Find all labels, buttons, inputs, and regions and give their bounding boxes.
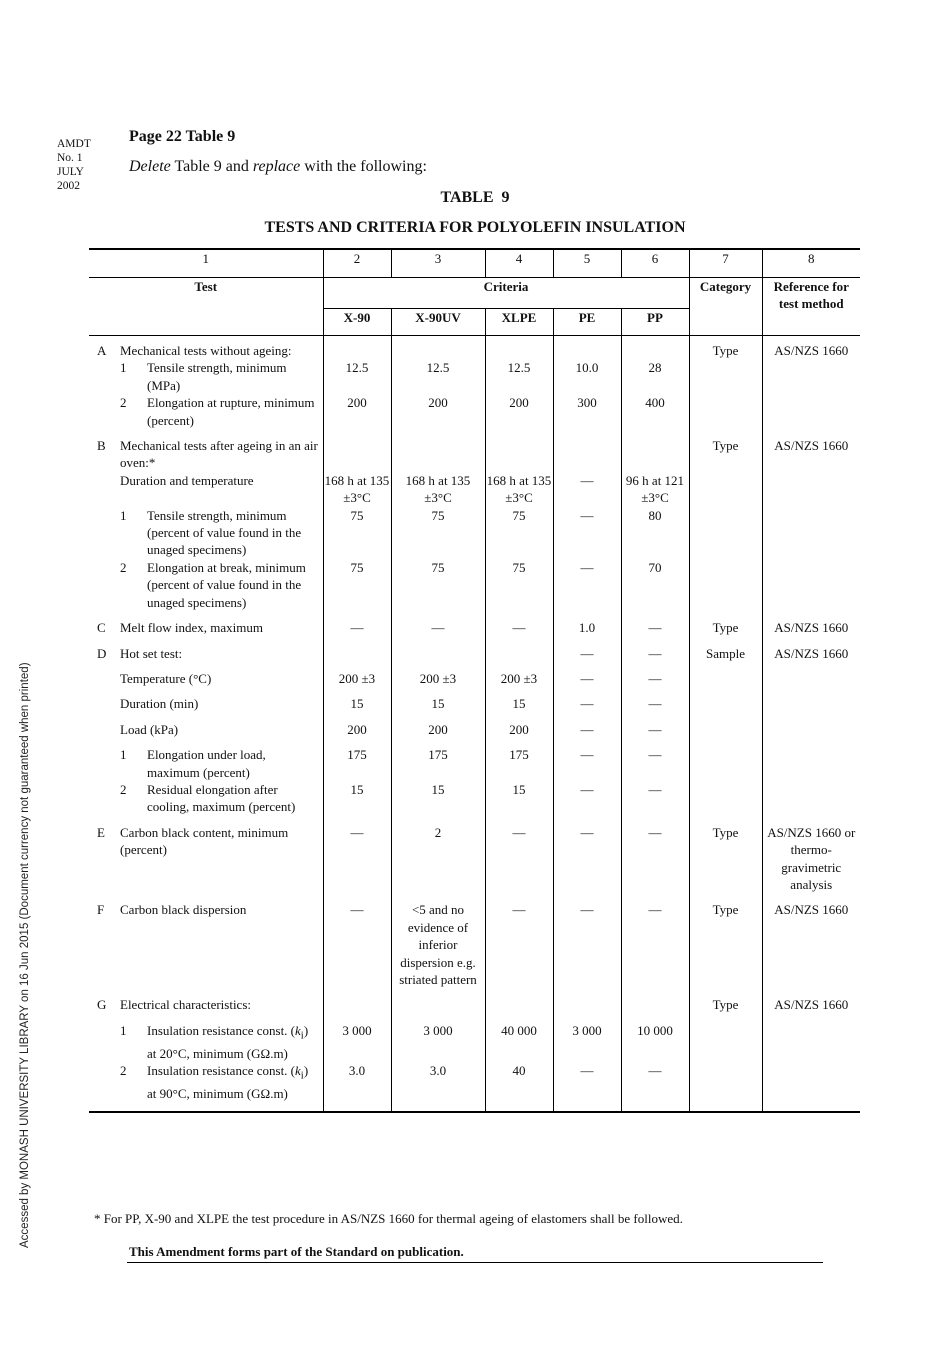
test-name: Melt flow index, maximum	[120, 620, 263, 636]
test-name: Load (kPa)	[120, 721, 179, 737]
value-cell: —	[621, 901, 689, 988]
value-cell: 3.0	[391, 1062, 485, 1102]
value-cell: —	[323, 619, 391, 636]
reference-header: Reference for test method	[762, 278, 860, 336]
instruction-part: with the following:	[300, 158, 427, 175]
table-row	[89, 746, 860, 781]
amendment-statement: This Amendment forms part of the Standard on publication.	[129, 1244, 464, 1259]
value-cell: 75	[485, 559, 553, 611]
criteria-header: Criteria	[323, 278, 689, 309]
reference-cell: AS/NZS 1660	[762, 336, 860, 360]
category-cell: Type	[689, 437, 762, 472]
value-cell: —	[485, 901, 553, 988]
value-cell: —	[553, 901, 621, 988]
table-row	[89, 781, 860, 816]
table-row	[89, 996, 860, 1013]
value-cell: 168 h at 135 ±3°C	[324, 472, 390, 506]
col-number: 7	[689, 249, 762, 278]
value-cell: 200 ±3	[323, 670, 391, 687]
value-cell: —	[485, 619, 553, 636]
table-row	[89, 394, 860, 429]
value-cell: —	[621, 645, 689, 662]
value-cell: 70	[621, 559, 689, 611]
test-name: Mechanical tests without ageing:	[120, 343, 292, 358]
item-number: 1	[120, 747, 127, 763]
material-header: PP	[621, 309, 689, 336]
value-cell: 12.5	[485, 359, 553, 394]
value-cell: 12.5	[323, 359, 391, 394]
value-cell: 75	[485, 507, 553, 559]
material-header: XLPE	[485, 309, 553, 336]
instruction-replace-word: replace	[252, 158, 301, 175]
col-number: 4	[485, 249, 553, 278]
value-cell: 75	[323, 559, 391, 611]
value-cell: —	[553, 559, 621, 611]
value-cell: —	[553, 1062, 621, 1102]
value-cell: 200	[391, 721, 485, 738]
value-cell: 200	[323, 721, 391, 738]
test-name: Tensile strength, minimum (MPa)	[147, 360, 287, 393]
category-cell: Type	[689, 901, 762, 988]
value-cell: 200	[391, 394, 485, 429]
reference-cell: AS/NZS 1660 or thermo-gravimetric analysis	[762, 824, 860, 894]
value-cell: 200 ±3	[485, 670, 553, 687]
table-row	[89, 619, 860, 636]
value-cell: 200	[485, 394, 553, 429]
symbol-k: k	[295, 1022, 301, 1038]
value-cell: 15	[323, 781, 391, 816]
value-cell: 15	[391, 695, 485, 712]
col-number: 5	[553, 249, 621, 278]
value-cell: 200	[323, 394, 391, 429]
test-name: Duration and temperature	[120, 472, 254, 488]
column-number-row	[89, 249, 860, 278]
value-cell: 1.0	[553, 619, 621, 636]
test-name: Elongation under load, maximum (percent)	[147, 747, 266, 780]
table-row	[89, 645, 860, 662]
value-cell: —	[621, 781, 689, 816]
value-cell: 28	[621, 359, 689, 394]
col-number: 2	[323, 249, 391, 278]
amendment-margin-note	[57, 137, 91, 193]
value-cell: —	[621, 746, 689, 781]
category-cell: Type	[689, 619, 762, 636]
value-cell: 15	[485, 781, 553, 816]
test-name: Mechanical tests after ageing in an air oven:*	[120, 438, 318, 471]
test-name: Elongation at rupture, minimum (percent)	[147, 395, 315, 428]
category-cell: Type	[689, 996, 762, 1013]
row-letter: G	[97, 997, 107, 1013]
table-row	[89, 721, 860, 738]
value-cell: 75	[391, 507, 485, 559]
test-name-part: ) at 20°C, minimum (GΩ.m)	[147, 1022, 309, 1061]
symbol-subscript: i	[300, 1029, 304, 1042]
col-number: 3	[391, 249, 485, 278]
item-number: 1	[120, 1022, 127, 1038]
item-number: 2	[120, 781, 127, 797]
value-cell: —	[553, 695, 621, 712]
instruction-delete-word: Delete	[129, 158, 171, 175]
table-label-word: TABLE	[440, 189, 494, 206]
value-cell: 168 h at 135 ±3°C	[486, 472, 552, 506]
value-cell: 200 ±3	[391, 670, 485, 687]
item-number: 1	[120, 507, 127, 523]
value-cell: 15	[391, 781, 485, 816]
amdt-line: JULY	[57, 166, 84, 178]
criteria-table	[89, 248, 860, 1113]
table-row	[89, 359, 860, 394]
item-number: 2	[120, 559, 127, 575]
symbol-subscript: i	[300, 1069, 304, 1082]
test-name: Elongation at break, minimum (percent of value found in the unaged specimens)	[147, 559, 306, 610]
test-name	[147, 1062, 323, 1102]
value-cell: —	[621, 1062, 689, 1102]
value-cell: 12.5	[391, 359, 485, 394]
row-letter: D	[97, 645, 107, 661]
reference-cell: AS/NZS 1660	[762, 996, 860, 1013]
value-cell: —	[553, 746, 621, 781]
page-reference-heading: Page 22 Table 9	[129, 128, 236, 145]
value-cell: 200	[485, 721, 553, 738]
test-header: Test	[89, 278, 323, 336]
table-row	[89, 670, 860, 687]
test-name: Tensile strength, minimum (percent of value found in the unaged specimens)	[147, 507, 302, 558]
category-cell: Sample	[689, 645, 762, 662]
value-cell: 96 h at 121 ±3°C	[621, 472, 689, 507]
reference-cell: AS/NZS 1660	[762, 437, 860, 472]
value-cell: —	[323, 824, 391, 894]
test-name: Carbon black content, minimum (percent)	[120, 824, 289, 858]
category-header: Category	[689, 278, 762, 336]
value-cell: —	[621, 670, 689, 687]
value-cell: 3 000	[323, 1022, 391, 1062]
value-cell: —	[621, 824, 689, 894]
material-header: X-90	[323, 309, 391, 336]
test-name: Residual elongation after cooling, maximum (percent)	[147, 781, 296, 815]
item-number: 2	[120, 395, 127, 411]
row-letter: E	[97, 824, 105, 840]
value-cell: 3 000	[391, 1022, 485, 1062]
table-row	[89, 336, 860, 360]
table-row	[89, 437, 860, 472]
value-cell: —	[621, 619, 689, 636]
col-number: 6	[621, 249, 689, 278]
row-letter: B	[97, 438, 106, 454]
table-row	[89, 1022, 860, 1062]
table-footnote: * For PP, X-90 and XLPE the test procedure in AS/NZS 1660 for thermal ageing of elastomers shall be followed.	[94, 1211, 683, 1226]
item-number: 2	[120, 1063, 127, 1079]
row-letter: A	[97, 343, 107, 358]
table-number: 9	[501, 189, 510, 206]
value-cell: 3.0	[323, 1062, 391, 1102]
symbol-k: k	[295, 1063, 301, 1079]
reference-cell: AS/NZS 1660	[762, 619, 860, 636]
test-name	[147, 1022, 323, 1062]
value-cell: 10.0	[553, 359, 621, 394]
value-cell: —	[553, 507, 621, 559]
test-name: Temperature (°C)	[120, 670, 212, 686]
instruction-text	[129, 158, 427, 176]
value-cell: —	[621, 721, 689, 738]
table-row	[89, 472, 860, 507]
value-cell: —	[553, 645, 621, 662]
divider	[127, 1262, 823, 1263]
test-name-part: ) at 90°C, minimum (GΩ.m)	[147, 1063, 309, 1102]
instruction-part: Table 9 and	[170, 158, 253, 175]
value-cell: 2	[391, 824, 485, 894]
col-number: 1	[89, 249, 323, 278]
table-row	[89, 824, 860, 894]
category-cell: Type	[689, 824, 762, 894]
value-cell: 175	[391, 746, 485, 781]
row-letter: C	[97, 620, 106, 636]
test-name: Carbon black dispersion	[120, 902, 247, 918]
table-row	[89, 1062, 860, 1102]
value-cell: —	[553, 721, 621, 738]
access-watermark: Accessed by MONASH UNIVERSITY LIBRARY on 16 Jun 2015 (Document currency not guaranteed when printed)	[19, 662, 31, 1248]
test-name: Hot set test:	[120, 645, 183, 661]
reference-cell: AS/NZS 1660	[762, 645, 860, 662]
value-cell: 3 000	[553, 1022, 621, 1062]
value-cell: —	[391, 619, 485, 636]
material-header: X-90UV	[391, 309, 485, 336]
value-cell: 168 h at 135 ±3°C	[391, 472, 485, 507]
value-cell: 75	[323, 507, 391, 559]
value-cell: 10 000	[621, 1022, 689, 1062]
test-name-part: Insulation resistance const. (	[147, 1022, 296, 1038]
header-row	[89, 278, 860, 309]
amdt-line: 2002	[57, 180, 80, 192]
value-cell: —	[485, 824, 553, 894]
value-cell: 175	[485, 746, 553, 781]
value-cell: <5 and no evidence of inferior dispersion e.g. striated pattern	[391, 901, 485, 988]
table-label	[0, 189, 950, 207]
value-cell: 40	[485, 1062, 553, 1102]
value-cell: —	[553, 824, 621, 894]
amdt-line: AMDT	[57, 138, 91, 150]
value-cell: —	[553, 472, 621, 507]
row-letter: F	[97, 902, 105, 918]
test-name-part: Insulation resistance const. (	[147, 1063, 296, 1079]
table-row	[89, 507, 860, 559]
reference-cell: AS/NZS 1660	[762, 901, 860, 988]
table-row	[89, 695, 860, 712]
table-row	[89, 901, 860, 988]
item-number: 1	[120, 360, 127, 376]
value-cell: 400	[621, 394, 689, 429]
table-row	[89, 559, 860, 611]
material-header: PE	[553, 309, 621, 336]
value-cell: 75	[391, 559, 485, 611]
value-cell: —	[553, 781, 621, 816]
col-number: 8	[762, 249, 860, 278]
value-cell: 15	[485, 695, 553, 712]
value-cell: 175	[323, 746, 391, 781]
value-cell: —	[621, 695, 689, 712]
table-title: TESTS AND CRITERIA FOR POLYOLEFIN INSULATION	[264, 219, 686, 236]
category-cell: Type	[689, 336, 762, 360]
value-cell: 40 000	[485, 1022, 553, 1062]
amdt-line: No. 1	[57, 152, 83, 164]
value-cell: 300	[553, 394, 621, 429]
value-cell: 15	[323, 695, 391, 712]
value-cell: —	[323, 901, 391, 988]
test-name: Electrical characteristics:	[120, 997, 252, 1013]
value-cell: 80	[621, 507, 689, 559]
value-cell: —	[553, 670, 621, 687]
test-name: Duration (min)	[120, 696, 199, 712]
